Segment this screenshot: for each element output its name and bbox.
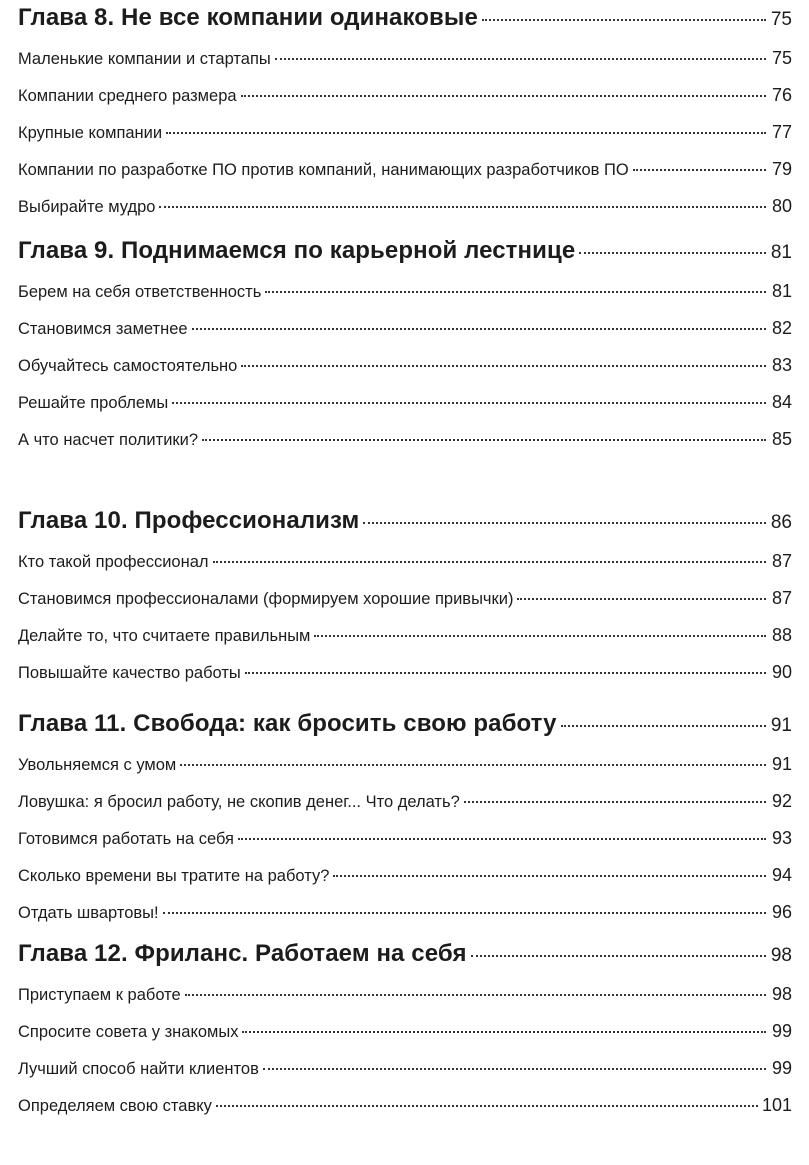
section-entry[interactable] <box>0 1058 792 1095</box>
section-entry-title: Увольняемся с умом <box>18 756 177 774</box>
dot-leader <box>275 58 766 60</box>
chapter-heading[interactable] <box>0 237 792 281</box>
section-entry[interactable] <box>0 355 792 392</box>
dot-leader <box>192 328 766 330</box>
dot-leader <box>561 725 766 727</box>
section-entry[interactable] <box>0 551 792 588</box>
section-entry[interactable] <box>0 48 792 85</box>
section-entry-title: Определяем свою ставку <box>18 1097 212 1115</box>
section-entry-page-number: 75 <box>771 48 792 68</box>
dot-leader <box>333 875 766 877</box>
section-entry-title: Выбирайте мудро <box>18 198 156 216</box>
section-entry[interactable] <box>0 1095 792 1132</box>
section-entry-title: Повышайте качество работы <box>18 664 241 682</box>
section-entry-page-number: 81 <box>771 281 792 301</box>
section-entry-page-number: 79 <box>771 159 792 179</box>
chapter-block <box>0 237 792 466</box>
dot-leader <box>241 365 766 367</box>
dot-leader <box>172 402 766 404</box>
section-entry-title: Становимся заметнее <box>18 320 188 338</box>
section-entry-page-number: 76 <box>771 85 792 105</box>
chapter-heading-title: Глава 8. Не все компании одинаковые <box>18 4 478 31</box>
section-entry-title: Берем на себя ответственность <box>18 283 262 301</box>
dot-leader <box>241 95 766 97</box>
chapter-heading-title: Глава 11. Свобода: как бросить свою работу <box>18 710 557 737</box>
section-entry-page-number: 99 <box>771 1021 792 1041</box>
dot-leader <box>166 132 766 134</box>
chapter-heading-page-number: 81 <box>770 242 792 263</box>
section-entry-title: Ловушка: я бросил работу, не скопив денег... Что делать? <box>18 793 460 811</box>
section-entry-page-number: 93 <box>771 828 792 848</box>
section-entry[interactable] <box>0 662 792 699</box>
section-entry[interactable] <box>0 902 792 939</box>
section-entry-page-number: 80 <box>771 196 792 216</box>
section-entry[interactable] <box>0 1021 792 1058</box>
section-entry[interactable] <box>0 429 792 466</box>
section-entry-title: Делайте то, что считаете правильным <box>18 627 311 645</box>
section-entry[interactable] <box>0 625 792 662</box>
section-entry-page-number: 96 <box>771 902 792 922</box>
dot-leader <box>464 801 766 803</box>
section-entry[interactable] <box>0 754 792 791</box>
chapter-heading[interactable] <box>0 710 792 754</box>
chapter-heading-title: Глава 10. Профессионализм <box>18 507 360 534</box>
section-entry-page-number: 94 <box>771 865 792 885</box>
section-entry-page-number: 84 <box>771 392 792 412</box>
dot-leader <box>263 1068 766 1070</box>
dot-leader <box>245 672 766 674</box>
chapter-heading-page-number: 86 <box>770 512 792 533</box>
section-entry-page-number: 87 <box>771 551 792 571</box>
section-entry-title: Готовимся работать на себя <box>18 830 234 848</box>
dot-leader <box>517 598 766 600</box>
section-entry[interactable] <box>0 281 792 318</box>
section-entry-page-number: 91 <box>771 754 792 774</box>
section-entry-page-number: 87 <box>771 588 792 608</box>
section-entry[interactable] <box>0 85 792 122</box>
dot-leader <box>163 912 766 914</box>
chapter-heading[interactable] <box>0 507 792 551</box>
section-entry[interactable] <box>0 984 792 1021</box>
section-entry-page-number: 92 <box>771 791 792 811</box>
section-entry-title: Компании среднего размера <box>18 87 237 105</box>
dot-leader <box>314 635 766 637</box>
chapter-heading-title: Глава 12. Фриланс. Работаем на себя <box>18 940 467 967</box>
chapter-heading-title: Глава 9. Поднимаемся по карьерной лестнице <box>18 237 576 264</box>
section-entry-page-number: 99 <box>771 1058 792 1078</box>
section-entry-page-number: 88 <box>771 625 792 645</box>
section-entry-title: Сколько времени вы тратите на работу? <box>18 867 330 885</box>
section-entry-title: Отдать швартовы! <box>18 904 159 922</box>
section-entry-title: Лучший способ найти клиентов <box>18 1060 259 1078</box>
section-entry[interactable] <box>0 865 792 902</box>
section-entry-page-number: 85 <box>771 429 792 449</box>
section-entry-title: А что насчет политики? <box>18 431 199 449</box>
dot-leader <box>633 169 766 171</box>
section-entry[interactable] <box>0 791 792 828</box>
dot-leader <box>180 764 766 766</box>
section-entry-page-number: 90 <box>771 662 792 682</box>
section-entry-page-number: 101 <box>761 1095 792 1115</box>
dot-leader <box>471 955 766 957</box>
chapter-heading-page-number: 98 <box>770 945 792 966</box>
section-entry[interactable] <box>0 828 792 865</box>
section-entry[interactable] <box>0 122 792 159</box>
dot-leader <box>363 522 766 524</box>
section-entry-page-number: 83 <box>771 355 792 375</box>
section-entry-title: Спросите совета у знакомых <box>18 1023 239 1041</box>
section-entry-title: Приступаем к работе <box>18 986 181 1004</box>
section-entry-title: Кто такой профессионал <box>18 553 209 571</box>
section-entry-page-number: 77 <box>771 122 792 142</box>
chapter-block <box>0 507 792 699</box>
chapter-block <box>0 710 792 939</box>
section-entry[interactable] <box>0 159 792 196</box>
dot-leader <box>185 994 766 996</box>
dot-leader <box>216 1105 758 1107</box>
section-entry-page-number: 98 <box>771 984 792 1004</box>
chapter-heading-page-number: 91 <box>770 715 792 736</box>
section-entry-title: Становимся профессионалами (формируем хорошие привычки) <box>18 590 514 608</box>
dot-leader <box>238 838 766 840</box>
section-entry[interactable] <box>0 588 792 625</box>
section-entry-title: Обучайтесь самостоятельно <box>18 357 238 375</box>
section-entry-page-number: 82 <box>771 318 792 338</box>
dot-leader <box>202 439 766 441</box>
section-entry[interactable] <box>0 196 792 233</box>
section-entry[interactable] <box>0 392 792 429</box>
section-entry-title: Крупные компании <box>18 124 163 142</box>
chapter-heading[interactable] <box>0 940 792 984</box>
section-entry[interactable] <box>0 318 792 355</box>
section-entry-title: Маленькие компании и стартапы <box>18 50 271 68</box>
dot-leader <box>213 561 766 563</box>
chapter-block <box>0 940 792 1132</box>
chapter-heading[interactable] <box>0 4 792 48</box>
section-entry-title: Решайте проблемы <box>18 394 169 412</box>
dot-leader <box>482 19 766 21</box>
dot-leader <box>579 252 766 254</box>
dot-leader <box>159 206 766 208</box>
dot-leader <box>242 1031 766 1033</box>
chapter-heading-page-number: 75 <box>770 9 792 30</box>
chapter-block <box>0 4 792 233</box>
section-entry-title: Компании по разработке ПО против компаний, нанимающих разработчиков ПО <box>18 161 629 179</box>
dot-leader <box>265 291 766 293</box>
